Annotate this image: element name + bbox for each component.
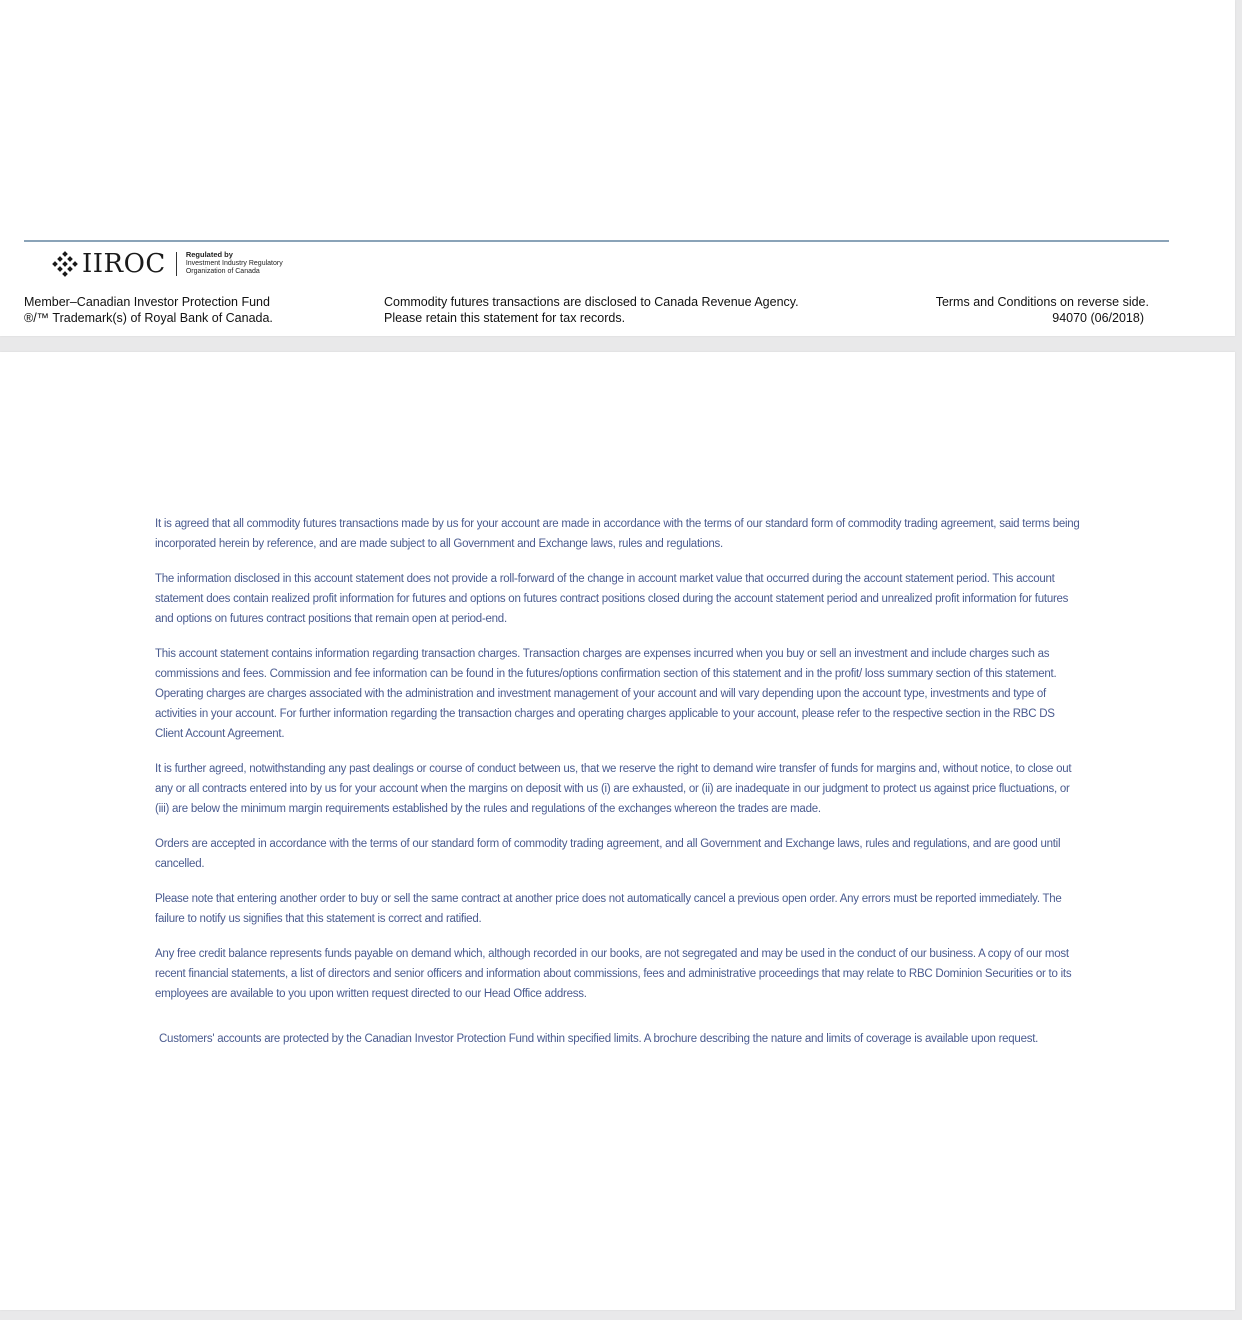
footer-member-info bbox=[24, 294, 273, 326]
footer-tax-notice bbox=[384, 294, 799, 326]
trademark-text: ®/™ Trademark(s) of Royal Bank of Canada. bbox=[24, 311, 273, 325]
regulated-by-label: Regulated by bbox=[185, 250, 233, 260]
form-code: 94070 (06/2018) bbox=[1052, 311, 1144, 325]
iiroc-tagline bbox=[186, 251, 283, 277]
terms-paragraph: It is agreed that all commodity futures transactions made by us for your account are made in accordance with the terms of our standard form of commodity trading agreement, said terms being incorporated herein by reference, and are made subject to all Government and Exchange laws, rules and regulations. bbox=[155, 518, 1080, 550]
iiroc-diamond-icon bbox=[52, 251, 78, 277]
logo-divider bbox=[176, 252, 177, 276]
retain-statement-text: Please retain this statement for tax records. bbox=[384, 311, 626, 325]
footer-divider bbox=[24, 240, 1169, 242]
terms-paragraph: It is further agreed, notwithstanding any past dealings or course of conduct between us, that we reserve the right to demand wire transfer of funds for margins and, without notice, to close out any or all contracts entered into by us for your account when the margins on deposit with us (i) are exhausted, or (ii) are inadequate in our judgment to protect us against price fluctuations, or (iii) are below the minimum margin requirements established by the rules and regulations of the exchanges whereon the trades are made. bbox=[155, 763, 1072, 815]
footer-terms-note bbox=[936, 294, 1149, 326]
iiroc-org-line-1: Investment Industry Regulatory bbox=[185, 259, 283, 267]
iiroc-logo bbox=[52, 250, 283, 278]
statement-page-front bbox=[0, 0, 1235, 336]
terms-paragraph: This account statement contains information regarding transaction charges. Transaction charges are expenses incurred when you buy or sell an investment and include charges such as commissions and fees. Commission and fee information can be found in the futures/options confirmation section of this statement and in the profit/ loss summary section of this statement. Operating charges are charges associated with the administration and investment management of your account and will vary depending upon the account type, investments and type of activities in your account. For further information regarding the transaction charges and operating charges applicable to your account, please refer to the respective section in the RBC DS Client Account Agreement. bbox=[155, 648, 1057, 740]
terms-paragraph: Orders are accepted in accordance with the terms of our standard form of commodity trading agreement, and all Government and Exchange laws, rules and regulations, and are good until cancelled. bbox=[155, 838, 1061, 870]
statement-page-reverse bbox=[0, 352, 1235, 1310]
terms-paragraph: Any free credit balance represents funds payable on demand which, although recorded in our books, are not segregated and may be used in the conduct of our business. A copy of our most recent financial statements, a list of directors and senior officers and information about commissions, fees and administrative proceedings that may relate to RBC Dominion Securities or to its employees are available to you upon written request directed to our Head Office address. bbox=[155, 948, 1072, 1000]
terms-paragraph: Customers' accounts are protected by the Canadian Investor Protection Fund within specified limits. A brochure describing the nature and limits of coverage is available upon request. bbox=[159, 1033, 1039, 1045]
terms-reverse-text: Terms and Conditions on reverse side. bbox=[935, 295, 1149, 309]
member-cipf-text: Member–Canadian Investor Protection Fund bbox=[24, 295, 270, 309]
iiroc-org-line-2: Organization of Canada bbox=[185, 268, 260, 276]
terms-paragraph: The information disclosed in this account statement does not provide a roll-forward of the change in account market value that occurred during the account statement period. This account statement does contain realized profit information for futures and options on futures contract positions closed during the account statement period and unrealized profit information for futures and options on futures contract positions that remain open at period-end. bbox=[155, 573, 1069, 625]
cra-disclosure-text: Commodity futures transactions are disclosed to Canada Revenue Agency. bbox=[384, 295, 799, 309]
terms-and-conditions bbox=[155, 514, 1083, 1063]
terms-paragraph: Please note that entering another order to buy or sell the same contract at another price does not automatically cancel a previous open order. Any errors must be reported immediately. The failure to notify us signifies that this statement is correct and ratified. bbox=[155, 893, 1062, 925]
iiroc-wordmark: IIROC bbox=[82, 249, 166, 279]
